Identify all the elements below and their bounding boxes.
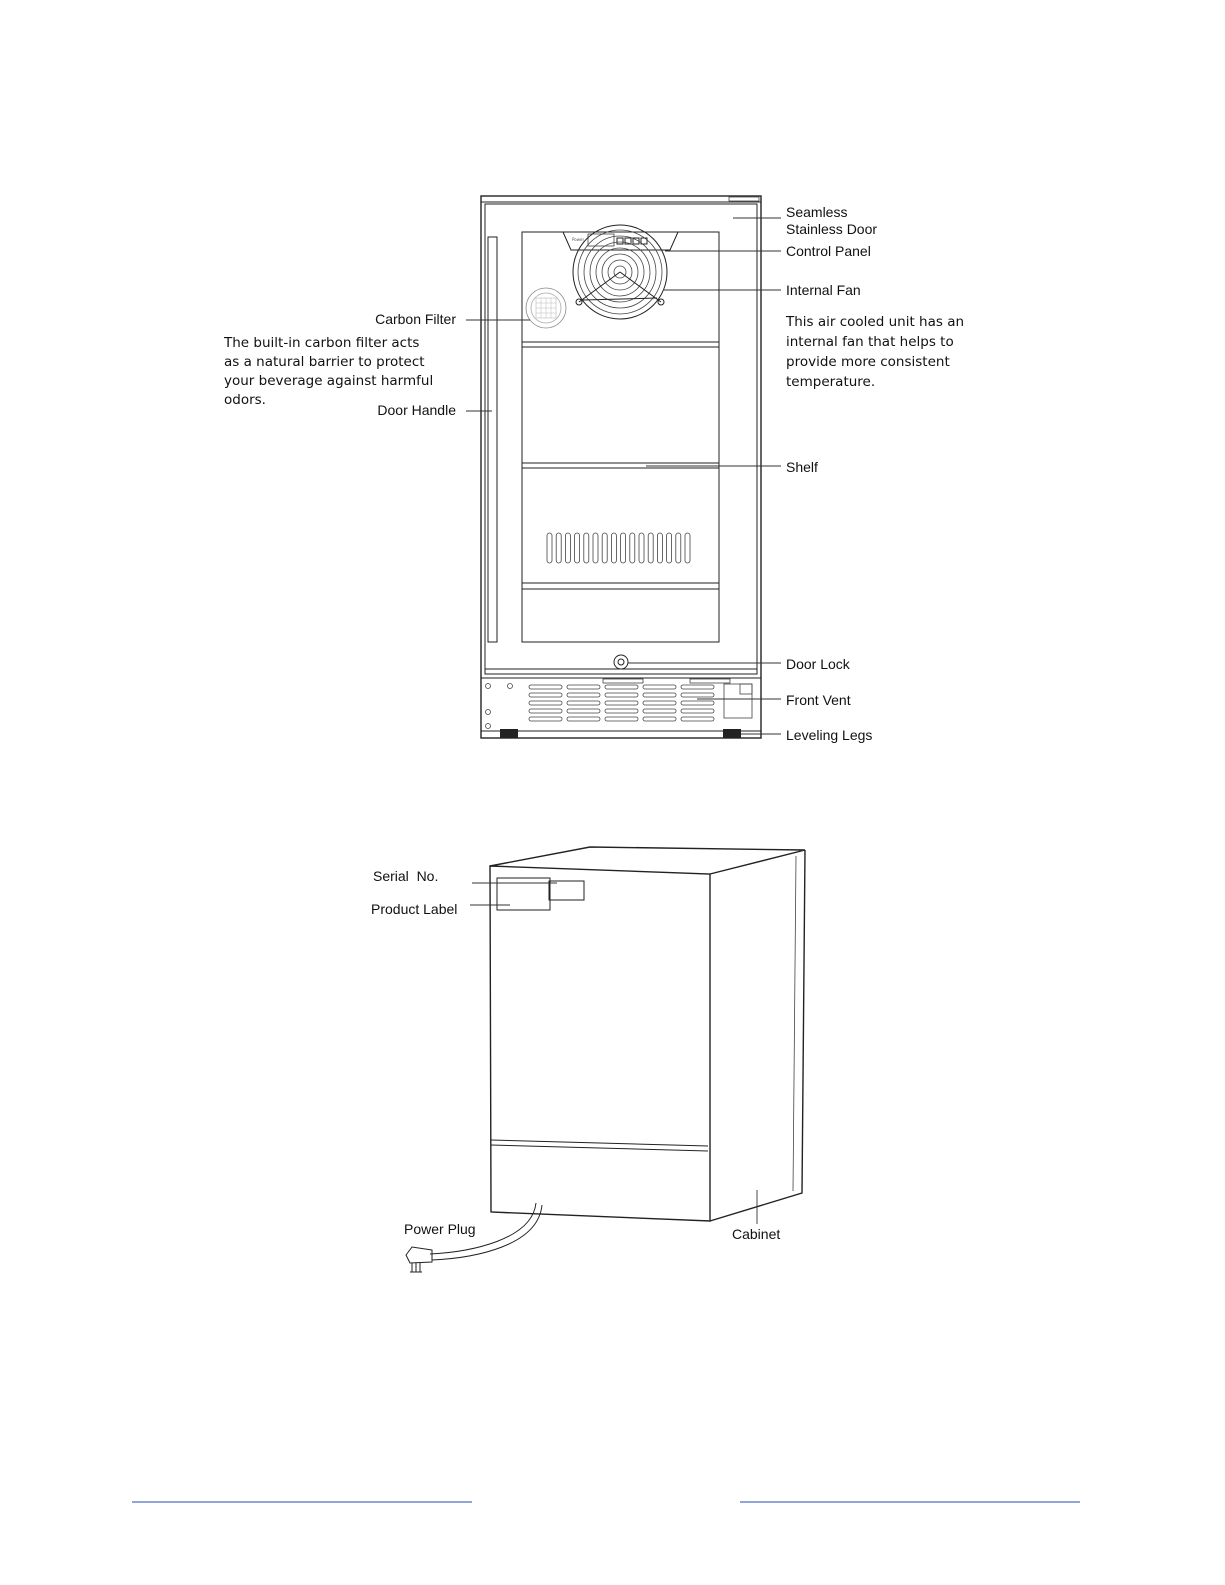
rear-top: [490, 847, 805, 874]
front-vent-slat: [605, 701, 638, 705]
front-vent-slat: [605, 717, 638, 721]
vent-slot: [556, 533, 561, 563]
front-vent-slat: [643, 709, 676, 713]
label-leveling-legs: Leveling Legs: [786, 727, 873, 743]
door-lock: [614, 655, 628, 669]
front-vent-slat: [605, 693, 638, 697]
fan-note-line1: This air cooled unit has an: [786, 314, 965, 330]
fan-note-line3: provide more consistent: [786, 354, 950, 370]
front-vent-slat: [681, 685, 714, 689]
carbon-note-line4: odors.: [224, 392, 266, 408]
label-carbon-filter: Carbon Filter: [375, 311, 456, 327]
front-vent-slat: [529, 709, 562, 713]
rear-back-panel: [490, 866, 710, 1221]
label-product-label: Product Label: [371, 901, 458, 917]
interior-vent-slots: [547, 533, 690, 563]
carbon-note-line1: The built-in carbon filter acts: [224, 335, 420, 351]
front-vent-slat: [529, 701, 562, 705]
front-vent-slat: [567, 717, 600, 721]
serial-number-label: [549, 881, 584, 900]
label-door-lock: Door Lock: [786, 656, 850, 672]
carbon-note-line2: as a natural barrier to protect: [224, 354, 425, 370]
front-vent-slat: [605, 709, 638, 713]
internal-fan: [573, 225, 667, 319]
vent-slot: [639, 533, 644, 563]
vent-slot: [676, 533, 681, 563]
label-cabinet: Cabinet: [732, 1226, 781, 1242]
label-front-vent: Front Vent: [786, 692, 851, 708]
carbon-note-line3: your beverage against harmful: [224, 373, 434, 389]
vent-slot: [602, 533, 607, 563]
fan-note-line4: temperature.: [786, 374, 876, 390]
front-vent-slat: [567, 685, 600, 689]
label-internal-fan: Internal Fan: [786, 282, 861, 298]
vent-slot: [547, 533, 552, 563]
vent-slot: [657, 533, 662, 563]
front-vent-slat: [681, 709, 714, 713]
rear-view: [371, 847, 805, 1272]
glass-window: [522, 232, 719, 642]
vent-slot: [565, 533, 570, 563]
label-serial-no: Serial No.: [373, 868, 439, 884]
door-handle: [488, 237, 497, 642]
front-vent-slat: [529, 693, 562, 697]
vent-slot: [630, 533, 635, 563]
vent-slot: [621, 533, 626, 563]
label-control-panel: Control Panel: [786, 243, 871, 259]
front-vent-slat: [643, 717, 676, 721]
front-vent-slat: [567, 693, 600, 697]
carbon-filter: [526, 288, 566, 328]
front-vent: [481, 678, 761, 731]
label-shelf: Shelf: [786, 459, 818, 475]
front-vent-slat: [643, 701, 676, 705]
leveling-legs: [500, 729, 741, 738]
front-vent-slat: [529, 685, 562, 689]
front-vent-slat: [567, 701, 600, 705]
front-vent-slat: [681, 717, 714, 721]
label-door-handle: Door Handle: [377, 402, 456, 418]
seamless-stainless-door: [485, 204, 757, 674]
front-vent-slat: [567, 709, 600, 713]
front-vent-slat: [529, 717, 562, 721]
label-seamless-door-line1: Seamless: [786, 204, 848, 220]
vent-slot: [611, 533, 616, 563]
front-vent-slat: [681, 701, 714, 705]
front-vent-slat: [605, 685, 638, 689]
cabinet-side: [710, 850, 805, 1221]
fan-note-line2: internal fan that helps to: [786, 334, 954, 350]
vent-slot: [667, 533, 672, 563]
vent-slot: [575, 533, 580, 563]
label-power-plug: Power Plug: [404, 1221, 476, 1237]
label-seamless-door-line2: Stainless Door: [786, 221, 878, 237]
vent-slot: [584, 533, 589, 563]
vent-slot: [648, 533, 653, 563]
front-vent-slat: [681, 693, 714, 697]
svg-text:Power: Power: [572, 237, 585, 242]
vent-slot: [685, 533, 690, 563]
vent-slot: [593, 533, 598, 563]
front-view: [223, 196, 964, 743]
front-vent-slat: [643, 693, 676, 697]
front-vent-slat: [643, 685, 676, 689]
